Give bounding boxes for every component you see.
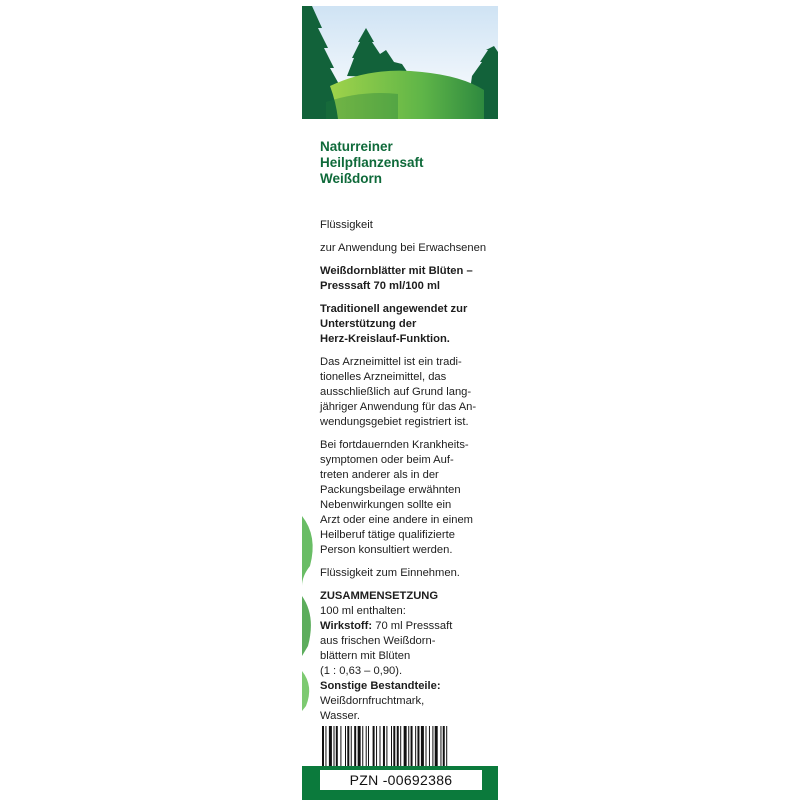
text-line: wendungsgebiet registriert ist.	[320, 416, 469, 428]
text-line: Das Arzneimittel ist ein tradi-	[320, 356, 462, 368]
barcode-bar	[325, 726, 326, 770]
barcode-bar	[383, 726, 385, 770]
registration-notice	[320, 355, 492, 430]
barcode-bar	[358, 726, 361, 770]
barcode-bar	[446, 726, 447, 770]
text-line: blättern mit Blüten	[320, 650, 411, 662]
barcode-bar	[334, 726, 335, 770]
text-line: Person konsultiert werden.	[320, 544, 453, 556]
barcode-bar	[347, 726, 349, 770]
barcode-bar	[426, 726, 427, 770]
barcode-bar	[440, 726, 441, 770]
text-line: treten anderer als in der	[320, 469, 439, 481]
barcode-bar	[391, 726, 392, 770]
barcode-bar	[329, 726, 332, 770]
pzn-footer	[302, 766, 498, 800]
pzn-number: PZN -00692386	[320, 770, 482, 790]
warning-notice	[320, 438, 492, 558]
barcode-bar	[435, 726, 438, 770]
leaf-decoration-icon	[302, 506, 320, 716]
active-label: Wirkstoff:	[320, 620, 373, 632]
barcode-bar	[340, 726, 341, 770]
text-line: Weißdornfruchtmark,	[320, 695, 425, 707]
barcode-bar	[432, 726, 433, 770]
barcode-bar	[354, 726, 356, 770]
text-line: Nebenwirkungen sollte ein	[320, 499, 452, 511]
text-line: Weißdornblätter mit Blüten –	[320, 265, 473, 277]
indication	[320, 302, 492, 347]
text-line: ausschließlich auf Grund lang-	[320, 386, 472, 398]
barcode-bar	[421, 726, 424, 770]
barcode-bar	[393, 726, 395, 770]
ingredient-statement	[320, 264, 492, 294]
text-line: Arzt oder eine andere in einem	[320, 514, 473, 526]
barcode-bar	[366, 726, 367, 770]
barcode-bar	[400, 726, 401, 770]
title-line: Heilpflanzensaft	[320, 155, 424, 170]
barcode-area	[320, 724, 492, 772]
barcode-bar	[368, 726, 369, 770]
composition-per: 100 ml enthalten:	[320, 605, 406, 617]
text-line: tionelles Arzneimittel, das	[320, 371, 447, 383]
barcode-bar	[443, 726, 445, 770]
barcode-bar	[362, 726, 363, 770]
text-line: Presssaft 70 ml/100 ml	[320, 280, 441, 292]
barcode-bar	[376, 726, 377, 770]
composition-heading: ZUSAMMENSETZUNG	[320, 590, 439, 602]
text-line: aus frischen Weißdorn-	[320, 635, 436, 647]
text-line: Herz-Kreislauf-Funktion.	[320, 333, 450, 345]
barcode-bar	[322, 726, 324, 770]
barcode-bar	[386, 726, 387, 770]
barcode-bar	[336, 726, 338, 770]
forest-banner-illustration	[302, 6, 498, 119]
barcode-bar	[345, 726, 346, 770]
text-line: Wasser.	[320, 710, 360, 722]
text-line: Bei fortdauernden Krankheits-	[320, 439, 469, 451]
text-line: Heilberuf tätige qualifizierte	[320, 529, 455, 541]
dosage-form: Flüssigkeit	[320, 219, 373, 231]
barcode-bar	[429, 726, 430, 770]
barcode-bar	[351, 726, 352, 770]
text-line: Packungsbeilage erwähnten	[320, 484, 461, 496]
active-ingredient	[320, 619, 492, 634]
barcode-bar	[415, 726, 416, 770]
text-line: (1 : 0,63 – 0,90).	[320, 665, 403, 677]
text-line: Unterstützung der	[320, 318, 417, 330]
barcode-bar	[417, 726, 419, 770]
barcode-bar	[380, 726, 381, 770]
medicine-label	[302, 6, 498, 800]
product-title	[320, 139, 424, 187]
barcode-bar	[408, 726, 409, 770]
other-ingredients-label: Sonstige Bestandteile:	[320, 680, 441, 692]
title-line: Naturreiner	[320, 139, 393, 154]
active-first: 70 ml Presssaft	[372, 620, 453, 632]
barcode-bar	[404, 726, 407, 770]
text-line: symptomen oder beim Auf-	[320, 454, 454, 466]
barcode-bar	[411, 726, 413, 770]
usage-note: zur Anwendung bei Erwachsenen	[320, 242, 487, 254]
composition-block	[320, 589, 492, 724]
barcode-bar	[397, 726, 399, 770]
text-line: Traditionell angewendet zur	[320, 303, 468, 315]
title-line: Weißdorn	[320, 171, 382, 186]
intake-note: Flüssigkeit zum Einnehmen.	[320, 567, 460, 579]
barcode-graphic	[322, 726, 490, 770]
text-line: jähriger Anwendung für das An-	[320, 401, 477, 413]
label-text	[320, 218, 492, 724]
barcode-bar	[373, 726, 375, 770]
